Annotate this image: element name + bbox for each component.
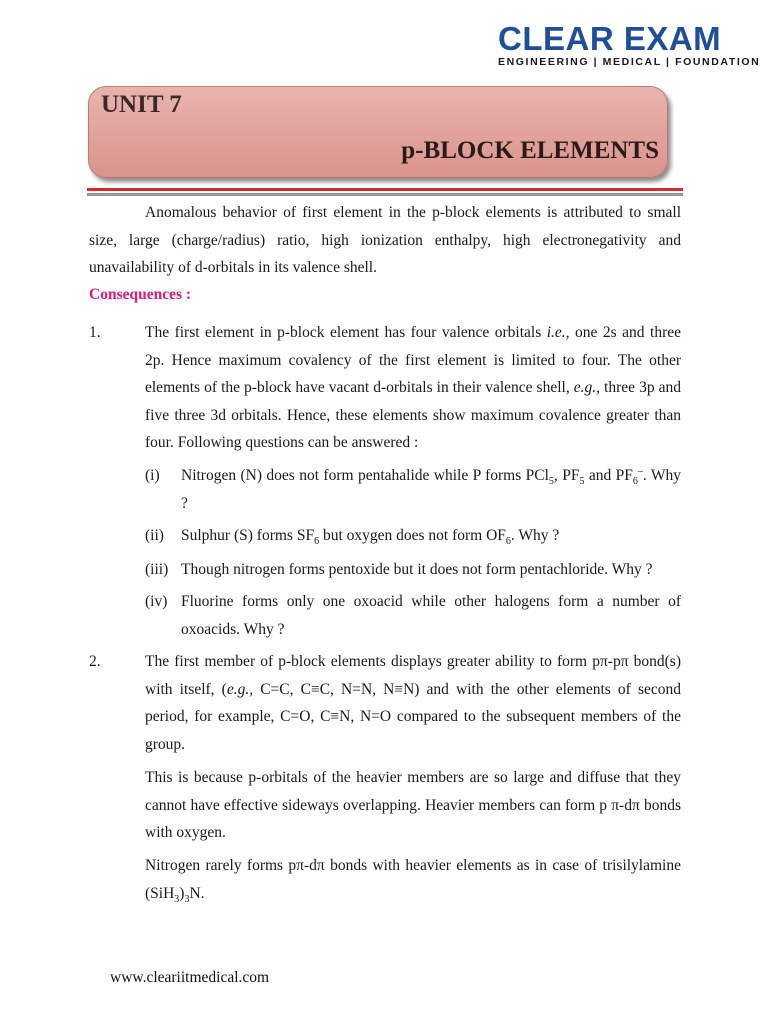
question-4-label: (iv) [145,593,168,610]
question-1-text: Nitrogen (N) does not form pentahalide while P forms PCl$_5$, $PF_5$ and $PF_6^-$. Why ? [181,465,681,512]
divider-red [87,188,683,191]
question-3-text: Though nitrogen forms pentoxide but it does not form pentachloride. Why ? [181,561,653,578]
point-2-number: 2. [89,653,101,670]
footer-url[interactable]: www.cleariitmedical.com [110,969,270,986]
brand-name: CLEAR EXAM [498,20,722,57]
point-1-text: The first element in p-block element has four valence orbitals i.e., one 2s and three 2p. Hence maximum covalency of the first element is limited to four. The other elements of the p-block have vacant d-orbitals in their valence shell, e.g., three 3p and five three 3d orbitals. Hence, these elements show maximum covalence greater than four. Following questions can be answered : [145,324,681,451]
question-2-label: (ii) [145,527,164,544]
point-1-number: 1. [89,324,101,341]
unit-title: p-BLOCK ELEMENTS [401,137,659,164]
unit-label: UNIT 7 [101,91,182,118]
question-1-label: (i) [145,467,160,484]
brand-logo [498,20,761,68]
question-4-text: Fluorine forms only one oxoacid while other halogens form a number of oxoacids. Why ? [181,593,681,638]
divider-gray [87,193,683,196]
point-2-paragraph-2: This is because p-orbitals of the heavier members are so large and diffuse that they cannot have effective sideways overlapping. Heavier members can form p π-dπ bonds with oxygen. [145,769,681,841]
intro-paragraph: Anomalous behavior of first element in the p-block elements is attributed to small size, large (charge/radius) ratio, high ionization enthalpy, high electronegativity and unavailability of d-orbitals in its valence shell. [89,204,681,276]
consequences-heading: Consequences : [89,286,192,303]
question-2-text: Sulphur (S) forms $SF_6$ but oxygen does not form $OF_6$. Why ? [181,527,560,548]
question-3-label: (iii) [145,561,169,578]
brand-tagline: ENGINEERING | MEDICAL | FOUNDATION [498,56,761,68]
unit-header-box [88,86,668,178]
point-2-text: The first member of p-block elements displays greater ability to form pπ-pπ bond(s) with itself, (e.g., C=C, C≡C, N=N, N≡N) and with the other elements of second period, for example, C=O, C≡N, N=O compared to the subsequent members of the group. [145,653,681,753]
point-2-paragraph-3: Nitrogen rarely forms pπ-dπ bonds with heavier elements as in case of trisilylamine $(SiH_3)_3N$. [145,857,681,905]
